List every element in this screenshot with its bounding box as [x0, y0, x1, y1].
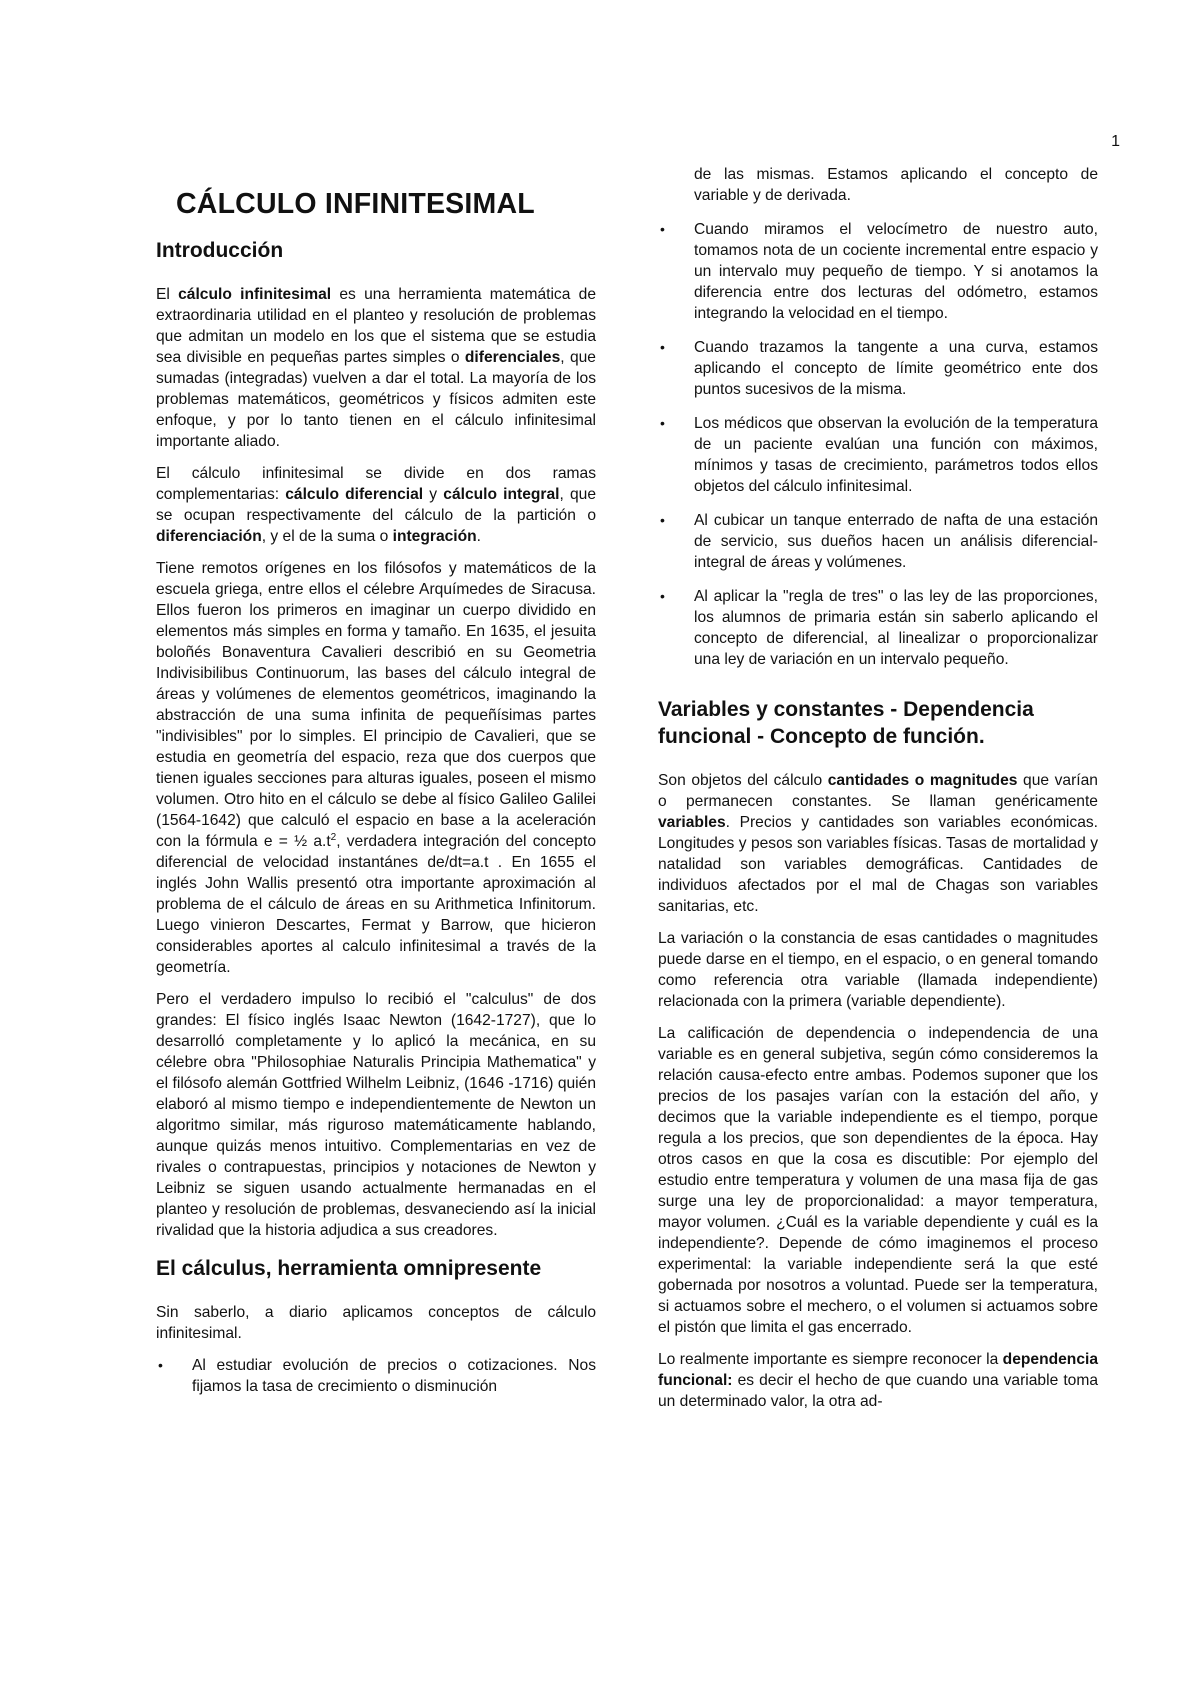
variables-paragraph-4: Lo realmente importante es siempre reconocer la dependencia funcional: es decir el hecho de que cuando una variable toma un determinado valor, la otra ad-: [658, 1351, 1098, 1410]
intro-paragraph-2: El cálculo infinitesimal se divide en dos ramas complementarias: cálculo diferencial y cálculo integral, que se ocupan respectivamente del cálculo de la partición o diferenciación, y el de la suma o integración.: [156, 465, 596, 545]
bullet-icon: •: [660, 588, 665, 604]
bullet-icon: •: [660, 415, 665, 431]
bullet-icon: •: [660, 339, 665, 355]
document-title: CÁLCULO INFINITESIMAL: [176, 188, 535, 220]
intro-paragraph-1: El cálculo infinitesimal es una herramienta matemática de extraordinaria utilidad en el planteo y resolución de problemas que admitan un modelo en los que el sistema que se estudia sea divisible en pequeñas partes simples o diferenciales, que sumadas (integradas) vuelven a dar el total. La mayoría de los problemas matemáticos, geométricos y físicos admiten este enfoque, y por lo tanto tienen en el cálculo infinitesimal importante aliado.: [156, 286, 596, 450]
variables-paragraph-1: Son objetos del cálculo cantidades o magnitudes que varían o permanecen constantes. Se llaman genéricamente variables. Precios y cantidades son variables económicas. Longitudes y pesos son variables físicas. Tasas de mortalidad y natalidad son variables demográficas. Cantidades de individuos afectados por el mal de Chagas son variables sanitarias, etc.: [658, 772, 1098, 915]
list-item: • Al cubicar un tanque enterrado de nafta de una estación de servicio, sus dueños hacen un análisis diferencial-integral de áreas y volúmenes.: [660, 512, 1098, 571]
bullet-icon: •: [158, 1357, 163, 1373]
calculus-bullet-list-start: [156, 1355, 596, 1397]
list-item-continuation: de las mismas. Estamos aplicando el concepto de variable y de derivada.: [694, 166, 1098, 204]
right-column: [658, 164, 1098, 1423]
intro-paragraph-3: Tiene remotos orígenes en los filósofos y matemáticos de la escuela griega, entre ellos el célebre Arquímedes de Siracusa. Ellos fueron los primeros en imaginar un cuerpo dividido en elementos más simples en forma y tamaño. En 1635, el jesuita boloñés Bonaventura Cavalieri describió en su Geometria Indivisibilibus Continuorum, las bases del cálculo integral de áreas y volúmenes de elementos geométricos, imaginando la abstracción de una suma infinita de pequeñísimas partes "indivisibles" por lo simples. El principio de Cavalieri, que se estudia en geometría del espacio, reza que dos cuerpos que tienen iguales secciones para alturas iguales, poseen el mismo volumen. Otro hito en el cálculo se debe al físico Galileo Galilei (1564-1642) que calculó el espacio en base a la aceleración con la fórmula e = ½ $a.t^2$, verdadera integración del concepto diferencial de velocidad instantánes de/dt=a.t . En 1655 el inglés John Wallis presentó otra importante aproximación al problema de el cálculo de áreas en su Arithmetica Infinitorum. Luego vinieron Descartes, Fermat y Barrow, que hicieron considerables aportes al calculo infinitesimal a través de la geometría.: [156, 560, 596, 976]
bullet-icon: •: [660, 512, 665, 528]
variables-paragraph-2: La variación o la constancia de esas cantidades o magnitudes puede darse en el tiempo, en el espacio, o en general tomando como referencia otra variable (llamada independiente) relacionada con la primera (variable dependiente).: [658, 930, 1098, 1010]
list-item: • Cuando miramos el velocímetro de nuestro auto, tomamos nota de un cociente incremental entre espacio y un intervalo muy pequeño de tiempo. Y si anotamos la diferencia entre dos lecturas del odómetro, estamos integrando la velocidad en el tiempo.: [660, 221, 1098, 322]
list-item: • Al aplicar la "regla de tres" o las ley de las proporciones, los alumnos de primaria están sin saberlo aplicando el concepto de diferencial, al linealizar o proporcionalizar una ley de variación en un intervalo pequeño.: [660, 588, 1098, 668]
left-column: [156, 164, 596, 1410]
list-item: • Al estudiar evolución de precios o cotizaciones. Nos fijamos la tasa de crecimiento o disminución: [158, 1357, 596, 1395]
section-heading-introduccion: Introducción: [156, 239, 284, 262]
calculus-bullet-list: [658, 219, 1098, 670]
page-number: 1: [1111, 133, 1120, 150]
variables-paragraph-3: La calificación de dependencia o independencia de una variable es en general subjetiva, según cómo consideremos la relación causa-efecto entre ambas. Podemos suponer que los precios de los pasajes varían con la estación del año, y decimos que la variable independiente es el tiempo, porque regula a los precios, que son dependientes de la época. Hay otros casos en que la cosa es discutible: Por ejemplo del estudio entre temperatura y volumen de una masa fija de gas surge una ley de proporcionalidad: a mayor temperatura, mayor volumen. ¿Cuál es la variable dependiente y cuál es la independiente?. Depende de cómo imaginemos el proceso experimental: la variable independiente será la que esté gobernada por nosotros a voluntad. Puede ser la temperatura, si actuamos sobre el mechero, o el volumen si actuamos sobre el pistón que limita el gas encerrado.: [658, 1025, 1098, 1336]
bullet-icon: •: [660, 221, 665, 237]
intro-paragraph-4: Pero el verdadero impulso lo recibió el "calculus" de dos grandes: El físico inglés Isaac Newton (1642-1727), que lo desarrolló completamente y lo aplicó la mecánica, en su célebre obra "Philosophiae Naturalis Principia Mathematica" y el filósofo alemán Gottfried Wilhelm Leibniz, (1646 -1716) quién elaboró al mismo tiempo e independientemente de Newton un algoritmo similar, más riguroso matemáticamente hablando, aunque quizás menos intuitivo. Complementarias en vez de rivales o contrapuestas, principios y notaciones de Newton y Leibniz se siguen usando actualmente hermanadas en el planteo y resolución de problemas, desvaneciendo así la inicial rivalidad que la historia adjudica a sus creadores.: [156, 991, 596, 1239]
section-heading-calculus: El cálculus, herramienta omnipresente: [156, 1257, 542, 1280]
calculus-intro-paragraph: Sin saberlo, a diario aplicamos conceptos de cálculo infinitesimal.: [156, 1304, 596, 1342]
list-item: • Cuando trazamos la tangente a una curva, estamos aplicando el concepto de límite geométrico ente dos puntos sucesivos de la misma.: [660, 339, 1098, 398]
list-item: • Los médicos que observan la evolución de la temperatura de un paciente evalúan una función con máximos, mínimos y tasas de crecimiento, parámetros todos ellos objetos del cálculo infinitesimal.: [660, 415, 1098, 495]
section-heading-variables: Variables y constantes - Dependencia funcional - Concepto de función.: [658, 698, 1034, 748]
